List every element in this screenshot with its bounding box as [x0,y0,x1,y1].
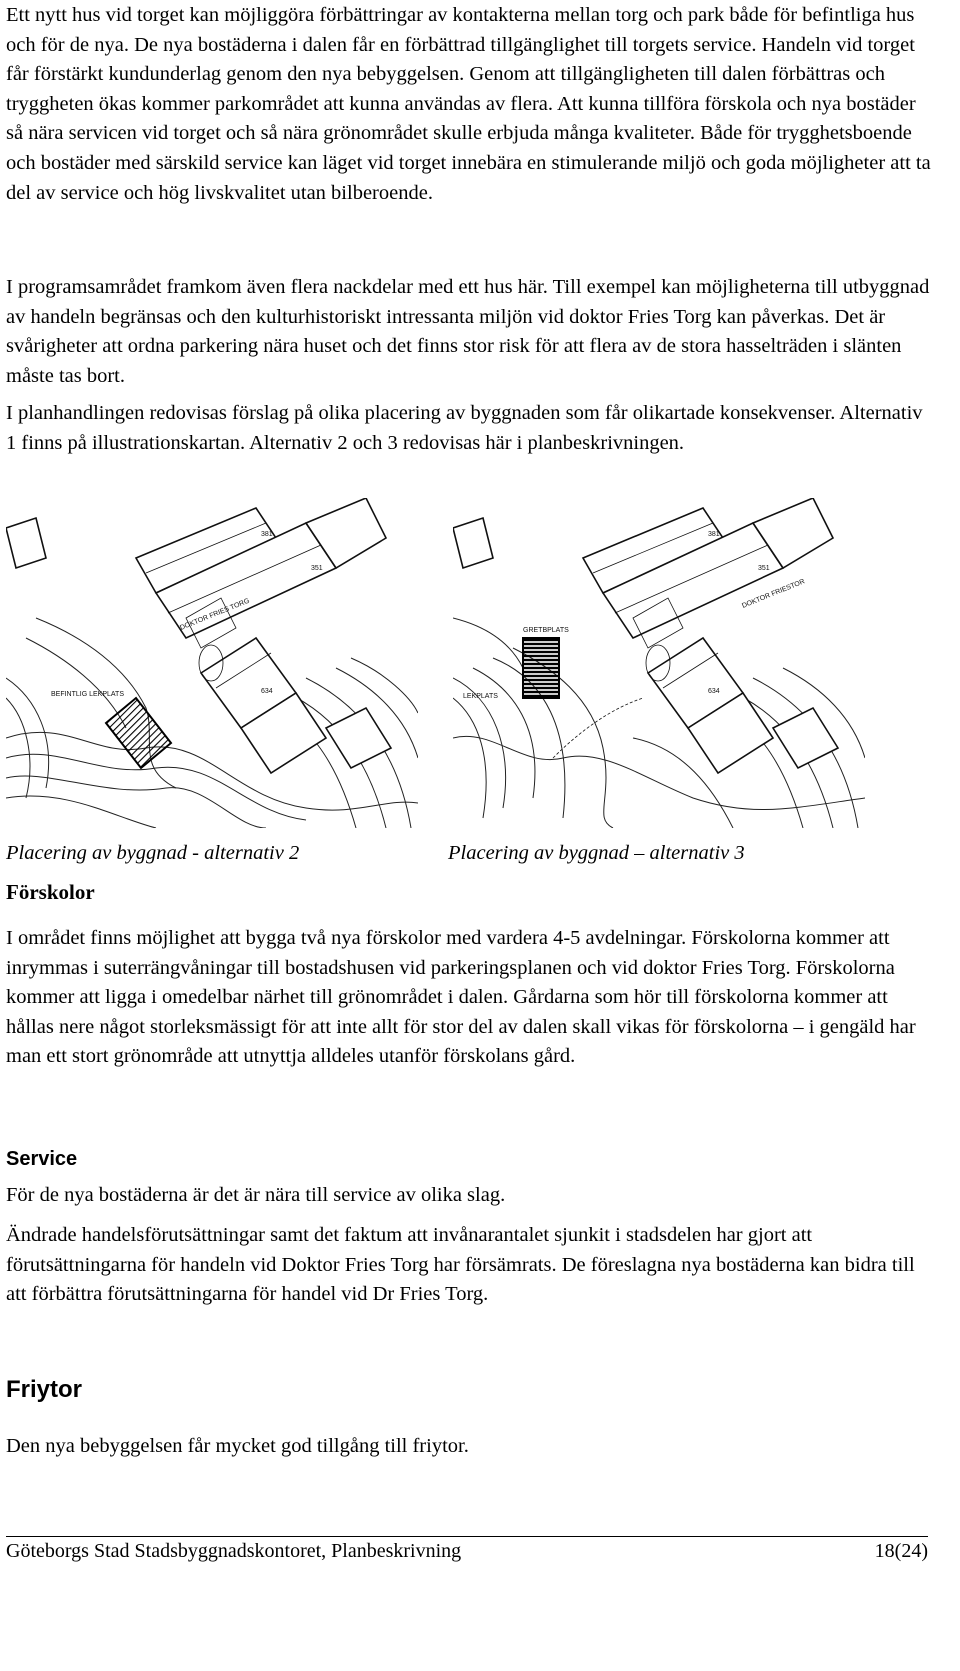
site-plan-alternative-3 [453,498,865,828]
page-number: 18(24) [874,1540,928,1562]
paragraph-service-2: Ändrade handelsförutsättningar samt det faktum att invånarantalet sjunkit i stadsdelen har gjort att förutsättningarna för handeln vid Doktor Fries Torg har försämrats. De föreslagna nya bostäderna kan bidra till att förbättra förutsättningarna för handel vid Dr Fries Torg. [6,1224,915,1306]
map-label-lane: GRETBPLATS [523,627,569,634]
paragraph-intro: Ett nytt hus vid torget kan möjliggöra förbättringar av kontakterna mellan torg och park både för befintliga hus och för de nya. De nya bostäderna i dalen får en förbättrad tillgänglighet till torgets service. Handeln vid torget får förstärkt kundunderlag genom den nya bebyggelsen. Genom att tillgängligheten till dalen förbättras och tryggheten ökas kommer parkområdet att kunna användas av flera. Att kunna tillföra förskola och nya bostäder så nära servicen vid torget och så nära grönområdet skulle erbjuda många kvaliteter. Både för trygghetsboende och bostäder med särskild service kan läget vid torget innebära en stimulerande miljö och goda möjligheter att ta del av service och hög livskvalitet utan bilberoende. [6,4,931,204]
footer-divider [6,1536,928,1537]
heading-friytor: Friytor [6,1376,83,1403]
paragraph-alternatives: I planhandlingen redovisas förslag på olika placering av byggnaden som får olikartade konsekvenser. Alternativ 1 finns på illustrationskartan. Alternativ 2 och 3 redovisas här i planbeskrivningen. [6,402,923,454]
map-label-634: 634 [708,688,720,695]
map-label-351: 351 [758,565,770,572]
figure-caption-alternative-2: Placering av byggnad - alternativ 2 [6,842,300,864]
map-label-street: DOKTOR FRIESTOR [741,578,806,610]
footer-source: Göteborgs Stad Stadsbyggnadskontoret, Planbeskrivning [6,1540,462,1562]
paragraph-service-1: För de nya bostäderna är det är nära till service av olika slag. [6,1184,506,1206]
map-label-634: 634 [261,688,273,695]
site-plan-figures [6,498,936,828]
heading-service: Service [6,1148,78,1170]
site-plan-alternative-2 [6,498,418,828]
heading-forskolor: Förskolor [6,880,95,904]
paragraph-forskolor: I området finns möjlighet att bygga två nya förskolor med vardera 4-5 avdelningar. Förskolorna kommer att inrymmas i suterrängvåningar till bostadshusen vid parkeringsplanen och vid doktor Fries Torg. Förskolorna kommer att ligga i omedelbar närhet till grönområdet i dalen. Gårdarna som hör till förskolorna kommer att hållas nere något storleksmässigt för att inte allt för stor del av dalen skall vikas för förskolorna – i gengäld har man ett stort grönområde att utnyttja alldeles utanför förskolans gård. [6,927,916,1068]
map-label-381: 381 [708,531,720,538]
map-label-381: 381 [261,531,273,538]
figure-caption-alternative-3: Placering av byggnad – alternativ 3 [448,842,745,864]
map-label-street: DOKTOR FRIES TORG [179,597,251,632]
paragraph-friytor: Den nya bebyggelsen får mycket god tillgång till friytor. [6,1435,469,1457]
map-label-351: 351 [311,565,323,572]
map-label-parking: BEFINTLIG LEKPLATS [51,691,125,698]
map-label-parking: LEKPLATS [463,693,498,700]
paragraph-drawbacks: I programsamrådet framkom även flera nackdelar med ett hus här. Till exempel kan möjligheterna till utbyggnad av handeln begränsas och den kulturhistoriskt intressanta miljön vid doktor Fries Torg kan påverkas. Det är svårigheter att ordna parkering nära huset och det finns stor risk för att flera av de stora hasselträden i slänten måste tas bort. [6,276,930,387]
page-footer [6,1540,928,1563]
